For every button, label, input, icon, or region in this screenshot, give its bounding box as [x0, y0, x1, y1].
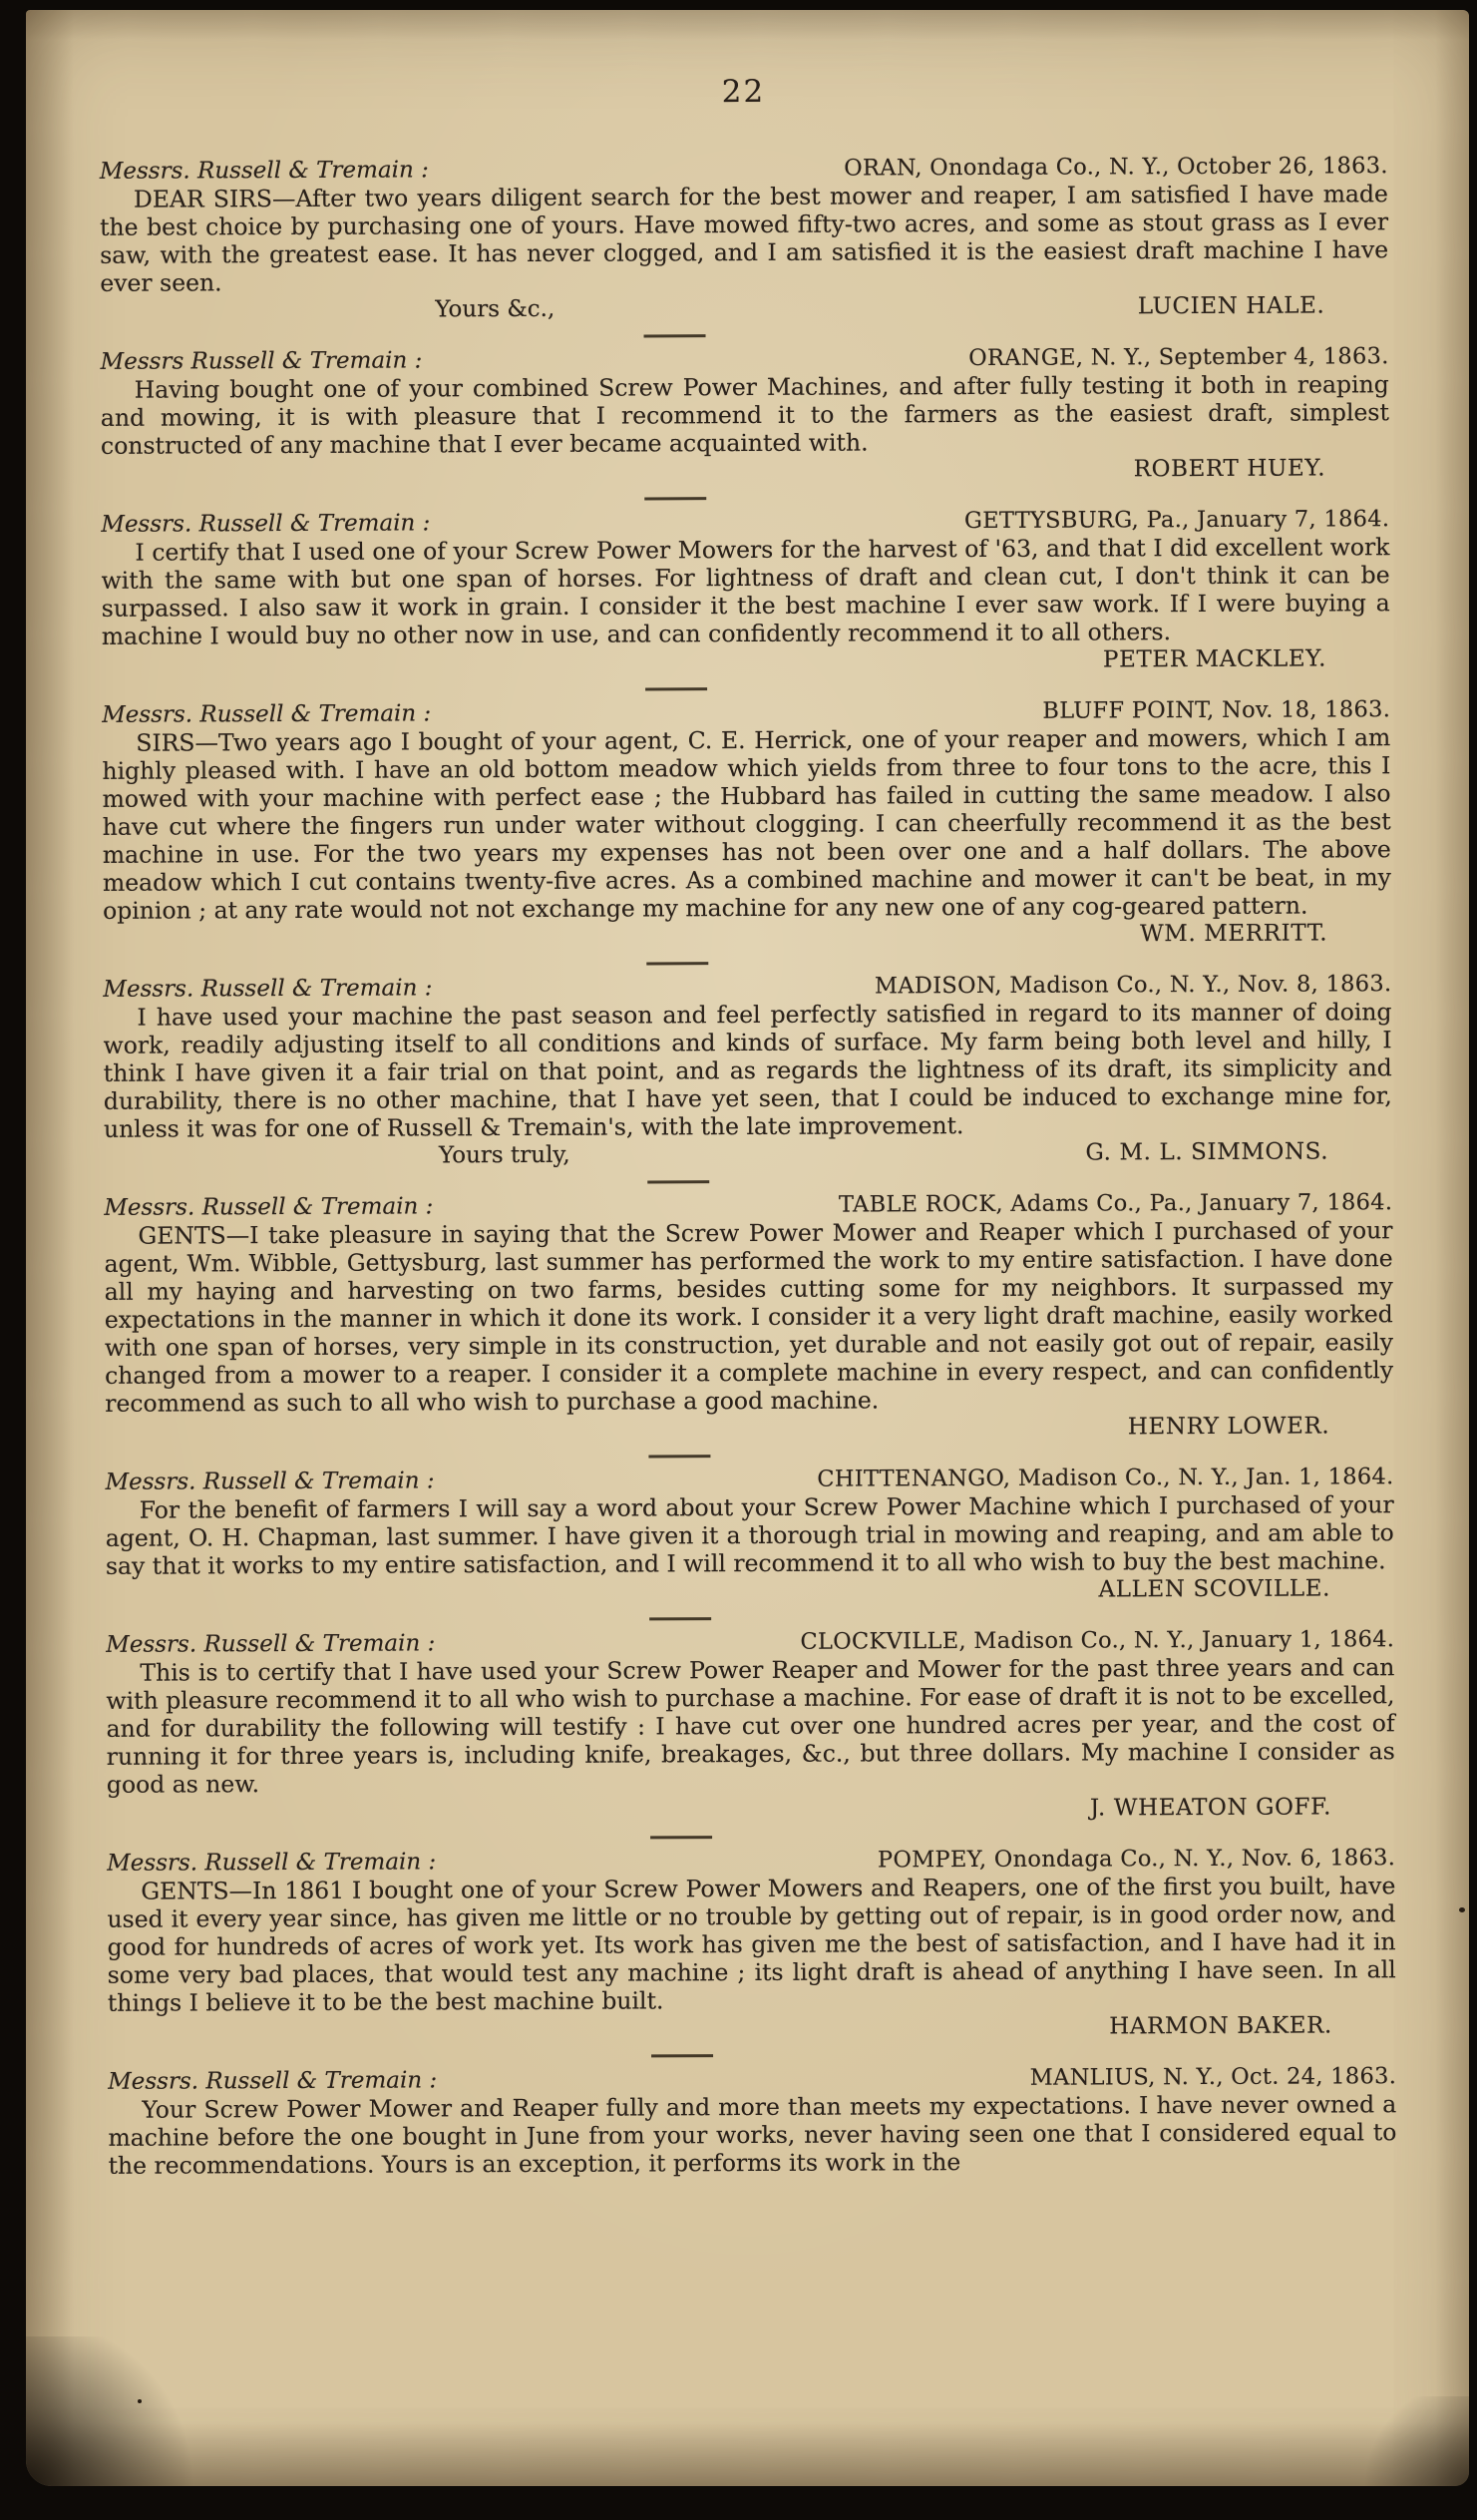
letter-body: SIRS—Two years ago I bought of your agent, C. E. Herrick, one of your reaper and mowers, which I am highly pleased with. I have an old bottom meadow which yields from three to four tons to the acre, this I mowed with your machine with perfect ease ; the Hubbard has failed in cutting the same meadow. I also have cut where the fingers run under water without clogging. I can cheerfully recommend it as the best machine in use. For the two years my expenses has not been over one and a half dollars. The above meadow which I cut contains twenty-five acres. As a combined machine and mower it can't be beat, in my opinion ; at any rate would not not exchange my machine for any new one of any cog-geared pattern.	[102, 723, 1391, 925]
letter-signature: ALLEN SCOVILLE.	[1098, 1575, 1331, 1603]
letter-body: This is to certify that I have used your Screw Power Reaper and Mower for the past three years and can with pleasure recommend it to all who wish to purchase a machine. For ease of draft it is not to be excelled, and for durability the following will testify : I have cut over one hundred acres per year, and the cost of running it for three years is, including knife, breakages, &c., but three dollars. My machine I consider as good as new.	[106, 1653, 1395, 1799]
testimonial-letter	[101, 506, 1390, 693]
testimonial-letter	[101, 343, 1390, 503]
letter-salutation: Messrs. Russell & Tremain :	[104, 1193, 434, 1221]
letter-signature-row	[101, 455, 1389, 491]
letter-salutation: Messrs. Russell & Tremain :	[103, 975, 433, 1003]
letter-signature-row	[105, 1413, 1393, 1449]
letter-signature-row	[103, 920, 1391, 956]
letter-divider	[650, 1836, 712, 1839]
scanned-page	[26, 10, 1469, 2486]
letter-salutation: Messrs. Russell & Tremain :	[101, 510, 431, 538]
letter-divider	[644, 497, 706, 500]
letter-divider	[644, 334, 706, 337]
letter-signature-row	[108, 2012, 1396, 2048]
letter-signature: WM. MERRITT.	[1139, 920, 1328, 948]
letter-divider	[649, 1617, 711, 1620]
letter-signature-row	[107, 1794, 1395, 1830]
letter-divider	[647, 1180, 709, 1183]
letter-divider	[646, 962, 708, 965]
letter-dateline: CLOCKVILLE, Madison Co., N. Y., January 1, 1864.	[800, 1626, 1395, 1655]
testimonial-letter	[104, 1189, 1393, 1461]
letter-signature: LUCIEN HALE.	[1137, 292, 1325, 320]
letter-divider	[651, 2054, 713, 2057]
letter-body: I certify that I used one of your Screw Power Mowers for the harvest of '63, and that I did excellent work with the same with but one span of horses. For lightness of draft and clean cut, I don't think it can be surpassed. I also saw it work in grain. I consider it the best machine I ever saw work. If I were buying a machine I would buy no other now in use, and can confidently recommend it to all others.	[101, 533, 1390, 650]
letter-signature-row	[106, 1575, 1394, 1611]
testimonial-letter	[108, 2063, 1396, 2180]
letter-salutation: Messrs. Russell & Tremain :	[106, 1630, 436, 1658]
letter-signature: ROBERT HUEY.	[1133, 455, 1326, 483]
letter-signature: J. WHEATON GOFF.	[1089, 1794, 1332, 1822]
letter-dateline: ORANGE, N. Y., September 4, 1863.	[968, 343, 1389, 372]
letter-salutation: Messrs. Russell & Tremain :	[102, 700, 432, 728]
letter-salutation: Messrs. Russell & Tremain :	[99, 157, 429, 185]
page-number: 22	[721, 73, 766, 111]
letter-body: Having bought one of your combined Screw Power Machines, and after fully testing it both in reaping and mowing, it is with pleasure that I recommend it to the farmers as the easiest draft, simplest constructed of any machine that I ever became acquainted with.	[100, 370, 1389, 460]
testimonial-letter	[107, 1845, 1396, 2060]
testimonial-letter	[105, 1464, 1394, 1623]
letter-body: Your Screw Power Mower and Reaper fully and more than meets my expectations. I have never owned a machine before the one bought in June from your works, never having seen one that I considered equal to the recommendations. Yours is an exception, it performs its work in the	[108, 2090, 1397, 2180]
testimonial-letter	[103, 971, 1392, 1186]
letter-signature: HENRY LOWER.	[1127, 1413, 1330, 1441]
letter-body: GENTS—In 1861 I bought one of your Screw Power Mowers and Reapers, one of the first you built, have used it every year since, has given me little or no trouble by getting out of repair, is in good order now, and good for hundreds of acres of work yet. Its work has given me the best of satisfaction, and I have had it in some very bad places, that would test any machine ; its light draft is ahead of anything I have seen. In all things I believe it to be the best machine built.	[107, 1872, 1396, 2017]
page-content	[99, 71, 1396, 2183]
testimonial-letter	[102, 696, 1391, 968]
letter-closing: Yours &c.,	[435, 295, 555, 323]
letter-body: DEAR SIRS—After two years diligent search for the best mower and reaper, I am satisfied I have made the best choice by purchasing one of yours. Have mowed fifty-two acres, and some as stout grass as I ever saw, with the greatest ease. It has never clogged, and I am satisfied it is the easiest draft machine I have ever seen.	[99, 180, 1389, 297]
letter-body: I have used your machine the past season and feel perfectly satisfied in regard to its manner of doing work, readily adjusting itself to all conditions and kinds of surface. My farm being both level and hilly, I think I have given it a fair trial on that point, and as regards the lightness of its draft, its simplicity and durability, there is no other machine, that I have yet seen, that I could be induced to exchange mine for, unless it was for one of Russell & Tremain's, with the late improvement.	[103, 998, 1392, 1143]
letter-signature-row	[104, 1138, 1392, 1174]
letter-salutation: Messrs. Russell & Tremain :	[105, 1468, 435, 1495]
letter-dateline: ORAN, Onondaga Co., N. Y., October 26, 1863.	[844, 153, 1388, 182]
letter-divider	[648, 1455, 710, 1458]
scan-speck	[1459, 1907, 1465, 1912]
letter-dateline: GETTYSBURG, Pa., January 7, 1864.	[963, 506, 1390, 535]
letter-closing: Yours truly,	[438, 1141, 570, 1169]
letter-salutation: Messrs. Russell & Tremain :	[108, 2067, 438, 2095]
scan-speck	[138, 2399, 142, 2403]
letter-dateline: BLUFF POINT, Nov. 18, 1863.	[1042, 696, 1391, 724]
letter-dateline: MANLIUS, N. Y., Oct. 24, 1863.	[1029, 2063, 1397, 2091]
letter-dateline: CHITTENANGO, Madison Co., N. Y., Jan. 1, 1864.	[817, 1464, 1394, 1492]
testimonial-letter	[100, 153, 1389, 340]
letter-signature-row	[102, 645, 1390, 681]
letter-dateline: POMPEY, Onondaga Co., N. Y., Nov. 6, 1863.	[877, 1845, 1396, 1874]
letter-signature: PETER MACKLEY.	[1102, 645, 1327, 673]
letter-signature-row	[100, 292, 1388, 328]
letter-divider	[645, 687, 707, 690]
letter-body: GENTS—I take pleasure in saying that the Screw Power Mower and Reaper which I purchased of your agent, Wm. Wibble, Gettysburg, last summer has performed the work to my entire satisfaction. I have done all my haying and harvesting on two farms, besides cutting some for my neighbors. It surpassed my expectations in the manner in which it done its work. I consider it a very light draft machine, easily worked with one span of horses, very simple in its construction, yet durable and not easily got out of repair, easily changed from a mower to a reaper. I consider it a complete machine in every respect, and can confidently recommend as such to all who wish to purchase a good machine.	[104, 1216, 1394, 1418]
letter-salutation: Messrs Russell & Tremain :	[100, 347, 423, 375]
letter-salutation: Messrs. Russell & Tremain :	[107, 1849, 437, 1877]
letter-signature: G. M. L. SIMMONS.	[1085, 1138, 1329, 1166]
letter-signature: HARMON BAKER.	[1109, 2012, 1332, 2040]
testimonial-letter	[106, 1626, 1395, 1842]
letter-dateline: TABLE ROCK, Adams Co., Pa., January 7, 1864.	[838, 1189, 1393, 1218]
letter-body: For the benefit of farmers I will say a word about your Screw Power Machine which I purchased of your agent, O. H. Chapman, last summer. I have given it a thorough trial in mowing and reaping, and am able to say that it works to my entire satisfaction, and I will recommend it to all who wish to buy the best machine.	[105, 1490, 1394, 1580]
letter-dateline: MADISON, Madison Co., N. Y., Nov. 8, 1863.	[874, 971, 1392, 1000]
